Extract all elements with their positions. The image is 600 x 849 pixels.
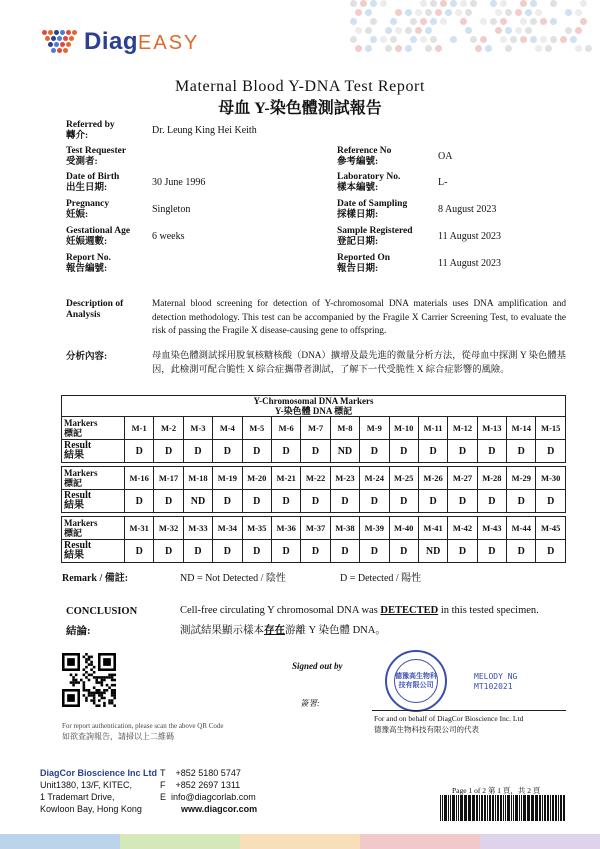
field-value: Singleton xyxy=(152,204,191,215)
remark-nd: ND = Not Detected / 陰性 xyxy=(180,573,286,584)
marker-cell: M-8 xyxy=(330,417,359,440)
description-label-zh: 分析內容: xyxy=(66,352,108,362)
result-cell: D xyxy=(301,540,330,563)
markers-row xyxy=(62,417,566,440)
result-cell: D xyxy=(213,540,242,563)
result-cell: D xyxy=(271,540,300,563)
markers-row xyxy=(62,517,566,540)
conclusion-label-zh: 結論: xyxy=(66,626,91,637)
signature-line xyxy=(372,710,566,711)
field-value: OA xyxy=(438,151,453,162)
result-cell: D xyxy=(360,490,389,513)
marker-cell: M-11 xyxy=(418,417,447,440)
marker-cell: M-40 xyxy=(389,517,418,540)
field-label: Date of Sampling 採樣日期: xyxy=(337,199,408,220)
qr-note-zh: 如欲查詢報告，請掃以上二維碼 xyxy=(62,732,174,741)
page-number: Page 1 of 2 第 1 頁，共 2 頁 xyxy=(452,786,541,795)
remark-label: Remark / 備註: xyxy=(62,573,129,584)
result-cell: D xyxy=(183,540,212,563)
result-cell: D xyxy=(389,540,418,563)
field-label: Reported On 報告日期: xyxy=(337,253,391,274)
field-label: Reference No 參考編號: xyxy=(337,146,392,167)
description-text-en: Maternal blood screening for detection of Y-chromosomal DNA materials uses DNA amplification and detection methodology. This test can be accompanied by the Fragile X Carrier Screening Test, to evaluate the risk of passing the Fragile X disease-causing gene to offspring. xyxy=(152,299,566,336)
marker-cell: M-38 xyxy=(330,517,359,540)
result-cell: D xyxy=(242,540,271,563)
marker-cell: M-9 xyxy=(360,417,389,440)
marker-cell: M-27 xyxy=(448,467,477,490)
report-title-en: Maternal Blood Y-DNA Test Report xyxy=(174,78,426,95)
field-label: Laboratory No. 樣本編號: xyxy=(337,172,401,193)
field-value: 11 August 2023 xyxy=(438,231,501,242)
result-cell: ND xyxy=(418,540,447,563)
result-cell: D xyxy=(507,490,536,513)
result-cell: D xyxy=(418,440,447,463)
field-label: Test Requester 受測者: xyxy=(66,146,127,167)
result-cell: D xyxy=(448,540,477,563)
markers-table-title: Y-Chromosomal DNA Markers Y-染色體 DNA 標記 xyxy=(62,396,566,417)
marker-cell: M-6 xyxy=(271,417,300,440)
marker-cell: M-13 xyxy=(477,417,506,440)
row-label-markers: Markers 標記 xyxy=(62,517,125,540)
marker-cell: M-16 xyxy=(125,467,154,490)
marker-cell: M-25 xyxy=(389,467,418,490)
marker-cell: M-37 xyxy=(301,517,330,540)
marker-cell: M-35 xyxy=(242,517,271,540)
row-label-markers: Markers 標記 xyxy=(62,467,125,490)
result-cell: D xyxy=(330,490,359,513)
signed-out-by: Signed out by xyxy=(292,661,343,671)
result-cell: D xyxy=(418,490,447,513)
marker-cell: M-19 xyxy=(213,467,242,490)
marker-cell: M-20 xyxy=(242,467,271,490)
result-cell: D xyxy=(213,440,242,463)
marker-cell: M-43 xyxy=(477,517,506,540)
field-label: Gestational Age 妊娠週數: xyxy=(66,226,131,247)
marker-cell: M-10 xyxy=(389,417,418,440)
result-cell: D xyxy=(271,440,300,463)
result-cell: D xyxy=(389,490,418,513)
result-cell: D xyxy=(154,490,183,513)
result-cell: D xyxy=(507,440,536,463)
result-cell: D xyxy=(448,440,477,463)
sign-label-zh: 簽署: xyxy=(300,698,320,708)
marker-cell: M-5 xyxy=(242,417,271,440)
result-cell: D xyxy=(536,540,566,563)
marker-cell: M-22 xyxy=(301,467,330,490)
result-cell: D xyxy=(477,490,506,513)
row-label-result: Result 結果 xyxy=(62,490,125,513)
result-cell: D xyxy=(360,440,389,463)
signer-name: MELODY NG MT102021 xyxy=(474,672,518,691)
result-cell: D xyxy=(477,440,506,463)
result-cell: D xyxy=(536,490,566,513)
marker-cell: M-41 xyxy=(418,517,447,540)
result-cell: D xyxy=(389,440,418,463)
marker-cell: M-39 xyxy=(360,517,389,540)
field-value: 6 weeks xyxy=(152,231,185,242)
result-row xyxy=(62,440,566,463)
marker-cell: M-23 xyxy=(330,467,359,490)
marker-cell: M-3 xyxy=(183,417,212,440)
conclusion-label: CONCLUSION xyxy=(66,606,138,617)
referred-by-value: Dr. Leung King Hei Keith xyxy=(152,125,257,136)
marker-cell: M-33 xyxy=(183,517,212,540)
footer-contact: T +852 5180 5747 F +852 2697 1311 E info@diagcorlab.com www.diagcor.com xyxy=(160,768,258,814)
result-row xyxy=(62,490,566,513)
marker-cell: M-4 xyxy=(213,417,242,440)
field-label: Pregnancy 妊娠: xyxy=(66,199,110,220)
row-label-result: Result 結果 xyxy=(62,540,125,563)
result-cell: D xyxy=(448,490,477,513)
conclusion-text-zh: 測試結果顯示樣本存在游離 Y 染色體 DNA。 xyxy=(180,625,386,636)
decorative-dots xyxy=(350,0,600,60)
marker-cell: M-7 xyxy=(301,417,330,440)
marker-cell: M-2 xyxy=(154,417,183,440)
row-label-result: Result 結果 xyxy=(62,440,125,463)
marker-cell: M-18 xyxy=(183,467,212,490)
company-logo xyxy=(42,28,199,56)
remark-d: D = Detected / 陽性 xyxy=(340,573,422,584)
field-value: 11 August 2023 xyxy=(438,258,501,269)
marker-cell: M-21 xyxy=(271,467,300,490)
behalf-en: For and on behalf of DiagCor Bioscience Inc. Ltd xyxy=(374,714,524,723)
result-cell: D xyxy=(183,440,212,463)
referred-by-label: Referred by 轉介: xyxy=(66,120,115,141)
marker-cell: M-32 xyxy=(154,517,183,540)
result-row xyxy=(62,540,566,563)
qr-note-en: For report authentication, please scan the above QR Code xyxy=(62,722,224,730)
marker-cell: M-44 xyxy=(507,517,536,540)
result-cell: D xyxy=(125,440,154,463)
field-value: 8 August 2023 xyxy=(438,204,497,215)
result-cell: D xyxy=(330,540,359,563)
marker-cell: M-1 xyxy=(125,417,154,440)
result-cell: D xyxy=(242,490,271,513)
marker-cell: M-31 xyxy=(125,517,154,540)
result-cell: ND xyxy=(183,490,212,513)
marker-cell: M-29 xyxy=(507,467,536,490)
marker-cell: M-36 xyxy=(271,517,300,540)
result-cell: D xyxy=(536,440,566,463)
result-cell: D xyxy=(213,490,242,513)
field-label: Report No. 報告編號: xyxy=(66,253,111,274)
marker-cell: M-12 xyxy=(448,417,477,440)
logo-dots-icon xyxy=(42,28,78,56)
result-cell: D xyxy=(301,440,330,463)
marker-cell: M-34 xyxy=(213,517,242,540)
marker-cell: M-15 xyxy=(536,417,566,440)
qr-code-icon[interactable] xyxy=(62,653,116,707)
description-label: Description of Analysis xyxy=(66,299,124,320)
result-cell: D xyxy=(154,440,183,463)
marker-cell: M-30 xyxy=(536,467,566,490)
field-value: 30 June 1996 xyxy=(152,177,206,188)
marker-cell: M-45 xyxy=(536,517,566,540)
marker-cell: M-28 xyxy=(477,467,506,490)
field-label: Date of Birth 出生日期: xyxy=(66,172,120,193)
company-seal-icon: 德豫高生物科技有限公司 xyxy=(385,650,447,712)
description-text-zh: 母血染色體測試採用脫氧核糖核酸（DNA）擴增及最先進的微量分析方法，從母血中探測 Y 染色體基因，此檢測可配合脆性 X 綜合症攜帶者測試，了解下一代受脆性 X 綜合症影響的風險。 xyxy=(152,351,566,375)
result-cell: D xyxy=(125,540,154,563)
result-cell: D xyxy=(477,540,506,563)
footer-color-bar xyxy=(0,834,600,849)
marker-cell: M-14 xyxy=(507,417,536,440)
conclusion-text-en: Cell-free circulating Y chromosomal DNA was DETECTED in this tested specimen. xyxy=(180,605,539,616)
marker-cell: M-26 xyxy=(418,467,447,490)
result-cell: D xyxy=(301,490,330,513)
result-cell: D xyxy=(154,540,183,563)
field-value: L- xyxy=(438,177,448,188)
row-label-markers: Markers 標記 xyxy=(62,417,125,440)
markers-row xyxy=(62,467,566,490)
website-link[interactable]: www.diagcor.com xyxy=(181,804,258,814)
marker-cell: M-42 xyxy=(448,517,477,540)
report-title-zh: 母血 Y-染色體測試報告 xyxy=(218,100,382,117)
behalf-zh: 德豫高生物科技有限公司的代表 xyxy=(374,725,479,734)
markers-table xyxy=(61,395,566,563)
result-cell: D xyxy=(507,540,536,563)
result-cell: D xyxy=(125,490,154,513)
marker-cell: M-24 xyxy=(360,467,389,490)
result-cell: D xyxy=(242,440,271,463)
logo-text: DiagEASY xyxy=(84,28,200,55)
result-cell: D xyxy=(360,540,389,563)
email-link[interactable]: info@diagcorlab.com xyxy=(171,792,256,802)
field-label: Sample Registered 登記日期: xyxy=(337,226,413,247)
barcode-icon xyxy=(440,795,566,821)
footer-address: DiagCor Bioscience Inc Ltd Unit1380, 13/F, KITEC, 1 Trademart Drive, Kowloon Bay, Hong Kong xyxy=(40,768,158,814)
result-cell: D xyxy=(271,490,300,513)
marker-cell: M-17 xyxy=(154,467,183,490)
result-cell: ND xyxy=(330,440,359,463)
